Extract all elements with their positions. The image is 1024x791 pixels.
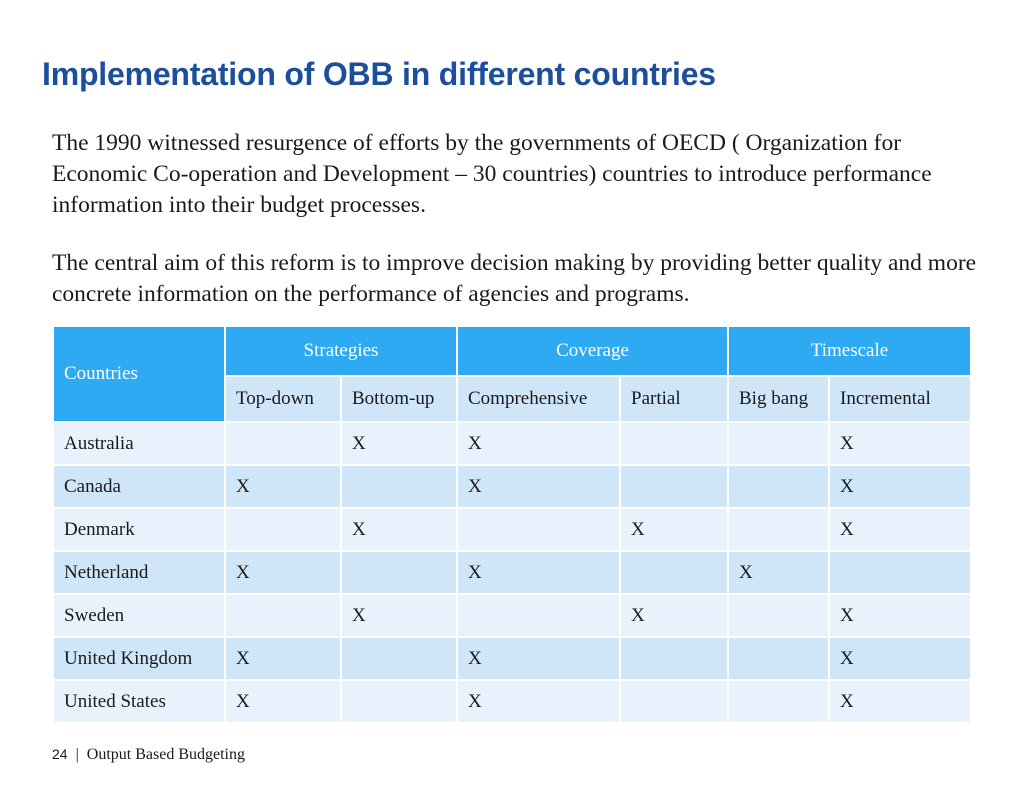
mark-cell: X (829, 508, 971, 551)
country-cell: Denmark (53, 508, 225, 551)
mark-cell (728, 594, 829, 637)
incremental-header: Incremental (829, 376, 971, 422)
country-cell: United States (53, 680, 225, 723)
mark-cell (620, 422, 728, 465)
partial-header: Partial (620, 376, 728, 422)
intro-paragraph: The 1990 witnessed resurgence of efforts by the governments of OECD ( Organization for Economic Co-operation and Development – 30 countries) countries to introduce performance information into their budget processes. (52, 130, 932, 218)
mark-cell (225, 508, 341, 551)
mark-cell: X (457, 680, 620, 723)
mark-cell: X (728, 551, 829, 594)
mark-cell (728, 465, 829, 508)
mark-cell (728, 508, 829, 551)
mark-cell: X (620, 508, 728, 551)
table-row (53, 594, 971, 637)
countries-header: Countries (53, 326, 225, 422)
mark-cell: X (341, 422, 457, 465)
country-cell: Netherland (53, 551, 225, 594)
mark-cell (341, 551, 457, 594)
coverage-header: Coverage (457, 326, 728, 376)
mark-cell (728, 422, 829, 465)
table-row (53, 465, 971, 508)
table-row (53, 508, 971, 551)
table-row (53, 637, 971, 680)
table-row (53, 422, 971, 465)
mark-cell (620, 551, 728, 594)
mark-cell (341, 680, 457, 723)
aim-paragraph: The central aim of this reform is to improve decision making by providing better quality and more concrete information on the performance of agencies and programs. (52, 250, 977, 307)
slide-title: Implementation of OBB in different countries (42, 56, 716, 92)
country-cell: United Kingdom (53, 637, 225, 680)
mark-cell (620, 680, 728, 723)
bottom-up-header: Bottom-up (341, 376, 457, 422)
mark-cell: X (457, 422, 620, 465)
mark-cell: X (341, 594, 457, 637)
mark-cell (728, 680, 829, 723)
mark-cell: X (225, 637, 341, 680)
mark-cell (457, 508, 620, 551)
strategies-header: Strategies (225, 326, 457, 376)
footer-separator: | (75, 746, 79, 763)
mark-cell (225, 594, 341, 637)
mark-cell (829, 551, 971, 594)
mark-cell (457, 594, 620, 637)
top-down-header: Top-down (225, 376, 341, 422)
mark-cell (341, 465, 457, 508)
slide-footer (52, 746, 245, 764)
country-cell: Canada (53, 465, 225, 508)
country-cell: Sweden (53, 594, 225, 637)
mark-cell: X (829, 465, 971, 508)
mark-cell: X (225, 680, 341, 723)
mark-cell (225, 422, 341, 465)
mark-cell: X (829, 422, 971, 465)
big-bang-header: Big bang (728, 376, 829, 422)
table-row (53, 551, 971, 594)
mark-cell (728, 637, 829, 680)
country-cell: Australia (53, 422, 225, 465)
timescale-header: Timescale (728, 326, 971, 376)
table-row (53, 680, 971, 723)
mark-cell: X (341, 508, 457, 551)
mark-cell: X (620, 594, 728, 637)
mark-cell (620, 637, 728, 680)
mark-cell: X (457, 465, 620, 508)
mark-cell: X (829, 680, 971, 723)
mark-cell: X (829, 637, 971, 680)
mark-cell: X (225, 551, 341, 594)
footer-text: Output Based Budgeting (86, 746, 245, 763)
mark-cell: X (225, 465, 341, 508)
mark-cell: X (457, 551, 620, 594)
page-number: 24 (52, 746, 68, 762)
mark-cell: X (829, 594, 971, 637)
obb-implementation-table (52, 325, 972, 724)
mark-cell (341, 637, 457, 680)
comprehensive-header: Comprehensive (457, 376, 620, 422)
mark-cell: X (457, 637, 620, 680)
mark-cell (620, 465, 728, 508)
